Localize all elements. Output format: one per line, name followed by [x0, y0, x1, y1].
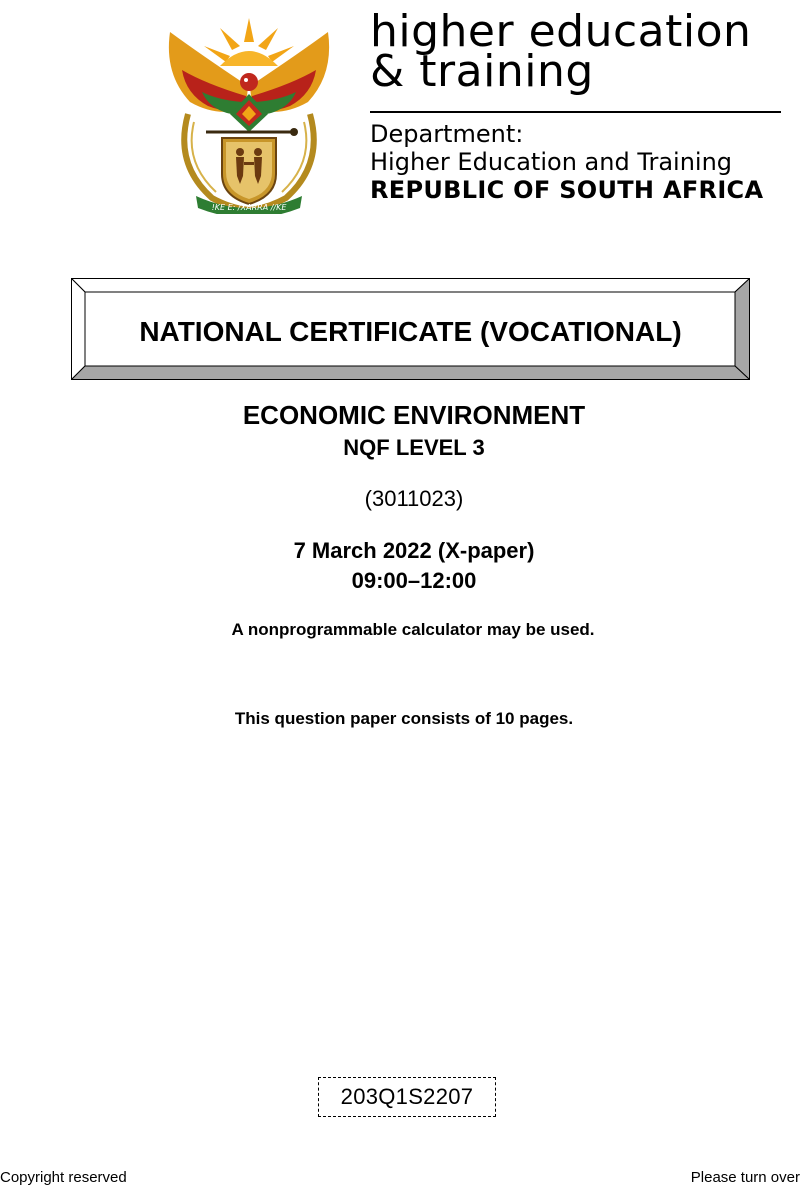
sun-icon	[204, 18, 294, 66]
paper-code-box: 203Q1S2207	[318, 1077, 496, 1117]
subject-code: (3011023)	[364, 486, 464, 511]
exam-time: 09:00–12:00	[351, 568, 477, 593]
exam-date: 7 March 2022 (X-paper)	[293, 538, 535, 563]
department-label: Department:	[370, 120, 524, 148]
brand-divider	[370, 111, 781, 113]
page-count-note: This question paper consists of 10 pages.	[234, 709, 574, 728]
turn-over-footer: Please turn over	[690, 1169, 800, 1186]
brand-line-2: & training	[370, 46, 594, 97]
motto-text: !KE E: /XARRA //KE	[211, 203, 287, 212]
nqf-level: NQF LEVEL 3	[343, 435, 485, 460]
brand-line-1: higher education	[370, 6, 752, 57]
certificate-title: NATIONAL CERTIFICATE (VOCATIONAL)	[139, 316, 682, 347]
subject-title: ECONOMIC ENVIRONMENT	[242, 400, 586, 430]
calculator-note: A nonprogrammable calculator may be used.	[231, 620, 595, 639]
brand-wordmark	[370, 6, 752, 97]
country-name: REPUBLIC OF SOUTH AFRICA	[370, 176, 764, 204]
department-name: Higher Education and Training	[370, 148, 733, 176]
coat-of-arms-logo	[160, 14, 338, 214]
copyright-footer: Copyright reserved	[0, 1169, 127, 1186]
